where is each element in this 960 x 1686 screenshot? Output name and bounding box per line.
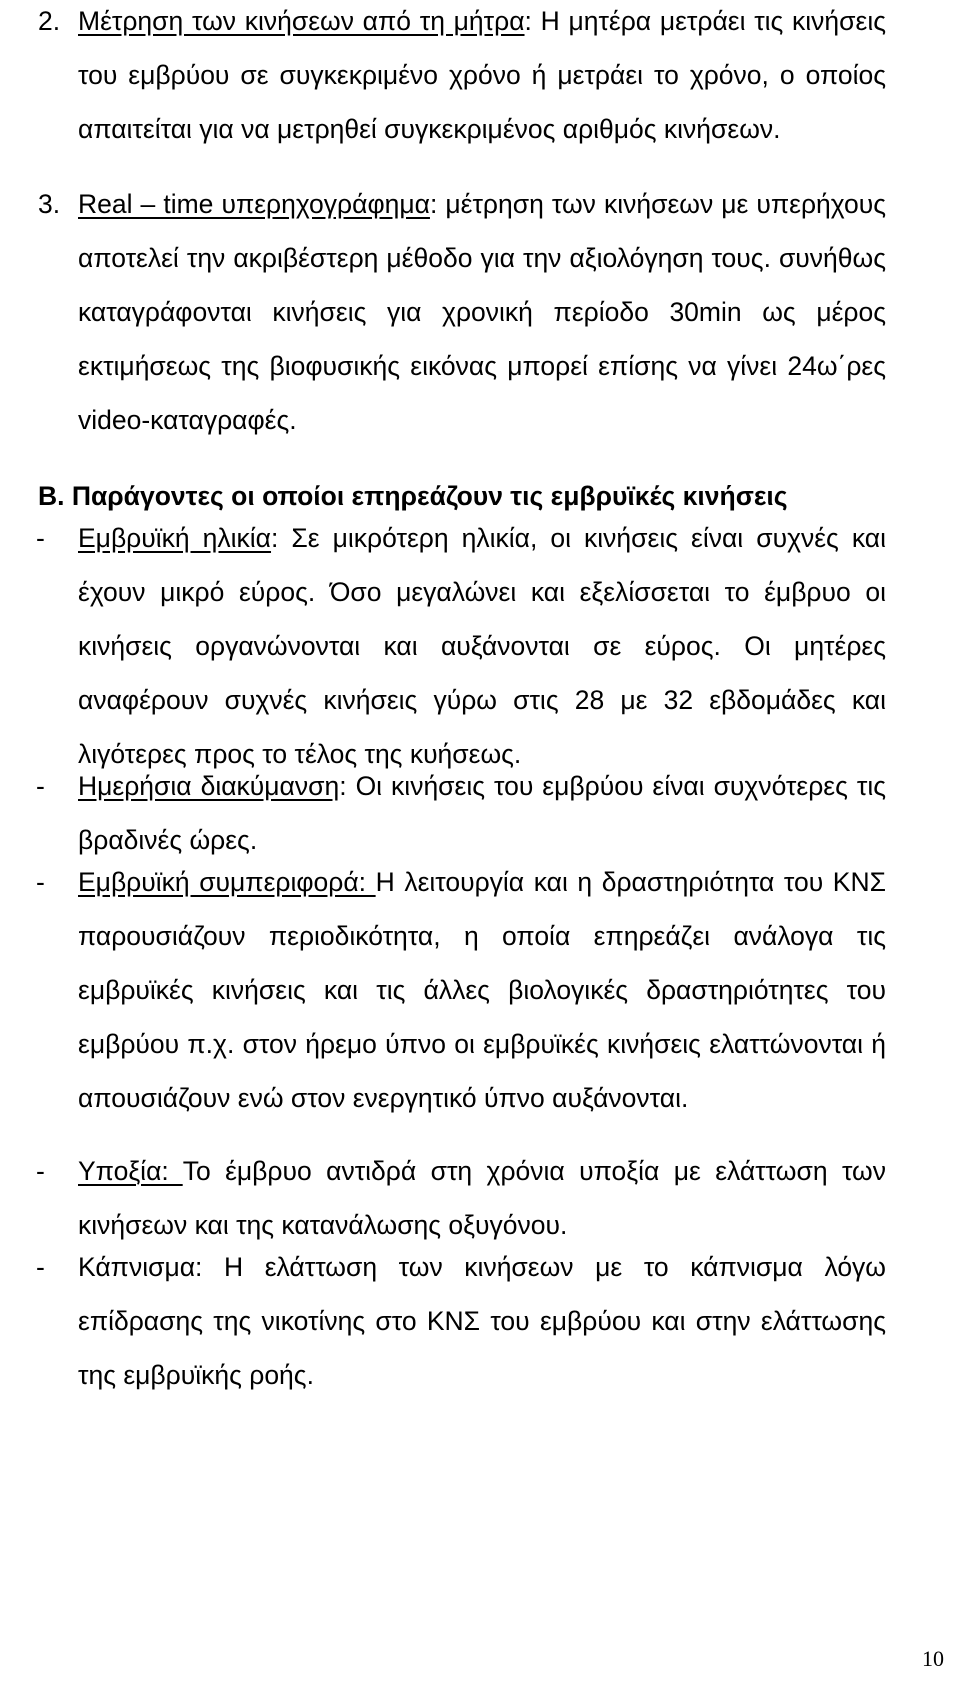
bullet-dash: - xyxy=(36,1156,45,1186)
bullet-text: : Οι κινήσεις του εμβρύου είναι συχνότερες τις βραδινές ώρες. xyxy=(78,771,886,855)
bullet-fetal-behavior xyxy=(36,855,886,1125)
item-number: 3. xyxy=(38,189,61,219)
bullet-dash: - xyxy=(36,867,45,897)
bullet-term: Εμβρυϊκή συμπεριφορά: xyxy=(78,867,376,897)
bullet-dash: - xyxy=(36,1252,45,1282)
bullet-hypoxia xyxy=(36,1144,886,1252)
bullet-daily-variation xyxy=(36,759,886,867)
bullet-text: Κάπνισμα: Η ελάττωση των κινήσεων με το κάπνισμα λόγω επίδρασης της νικοτίνης στο ΚΝΣ του εμβρύου και στην ελάττωσης της εμβρυϊκής ροής. xyxy=(78,1252,886,1390)
item-term: Μέτρηση των κινήσεων από τη μήτρα xyxy=(78,6,525,36)
item-text: : μέτρηση των κινήσεων με υπερήχους αποτελεί την ακριβέστερη μέθοδο για την αξιολόγηση τους. συνήθως καταγράφονται κινήσεις για χρονική περίοδο 30min ως μέρος εκτιμήσεως της βιοφυσικής εικόνας μπορεί επίσης να γίνει 24ω΄ρες video-καταγραφές. xyxy=(78,189,886,435)
item-text: : Η μητέρα μετράει τις κινήσεις του εμβρύου σε συγκεκριμένο χρόνο ή μετράει το χρόνο, ο οποίος απαιτείται για να μετρηθεί συγκεκριμένος αριθμός κινήσεων. xyxy=(78,6,886,144)
section-heading: Β. Παράγοντες οι οποίοι επηρεάζουν τις εμβρυϊκές κινήσεις xyxy=(38,481,788,511)
bullet-smoking xyxy=(36,1240,886,1402)
page-number: 10 xyxy=(922,1646,944,1671)
bullet-term: Ημερήσια διακύμανση xyxy=(78,771,340,801)
bullet-dash: - xyxy=(36,523,45,553)
bullet-fetal-age xyxy=(36,511,887,781)
bullet-term: Εμβρυϊκή ηλικία xyxy=(78,523,272,553)
bullet-text: : Σε μικρότερη ηλικία, οι κινήσεις είναι συχνές και έχουν μικρό εύρος. Όσο μεγαλώνει και εξελίσσεται το έμβρυο οι κινήσεις οργανώνονται και αυξάνονται σε εύρος. Οι μητέρες αναφέρουν συχνές κινήσεις γύρω στις 28 με 32 εβδομάδες και λιγότερες προς το τέλος της κυήσεως. xyxy=(78,523,887,769)
list-item-3 xyxy=(38,177,886,447)
bullet-text: Το έμβρυο αντιδρά στη χρόνια υποξία με ελάττωση των κινήσεων και της κατανάλωσης οξυγόνου. xyxy=(78,1156,886,1240)
bullet-dash: - xyxy=(36,771,45,801)
bullet-term: Υποξία: xyxy=(78,1156,183,1186)
bullet-text: Η λειτουργία και η δραστηριότητα του ΚΝΣ παρουσιάζουν περιοδικότητα, η οποία επηρεάζει ανάλογα τις εμβρυϊκές κινήσεις και τις άλλες βιολογικές δραστηριότητες του εμβρύου π.χ. στον ήρεμο ύπνο οι εμβρυϊκές κινήσεις ελαττώνονται ή απουσιάζουν ενώ στον ενεργητικό ύπνο αυξάνονται. xyxy=(78,867,886,1113)
item-number: 2. xyxy=(38,6,61,36)
item-term: Real – time υπερηχογράφημα xyxy=(78,189,430,219)
list-item-2 xyxy=(38,0,886,156)
